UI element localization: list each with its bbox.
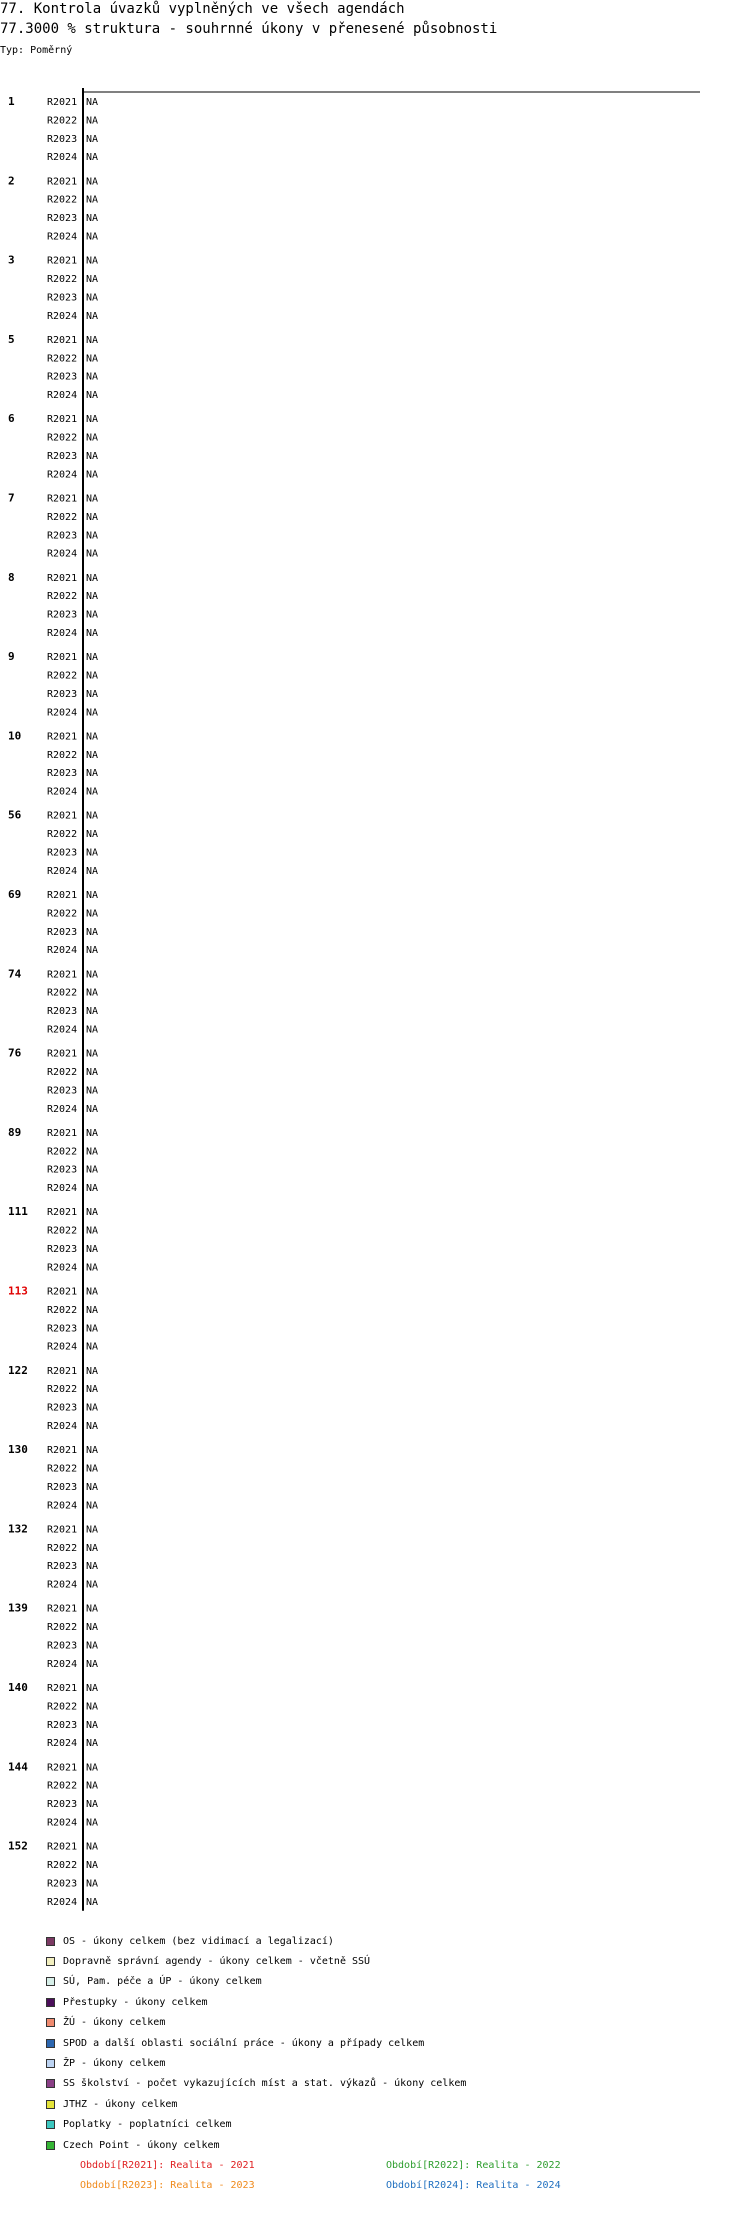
period-tick-label: R2024 xyxy=(47,786,78,798)
period-tick-label: R2022 xyxy=(47,749,78,761)
period-tick-label: R2021 xyxy=(47,1445,78,1457)
legend-label: JTHZ - úkony celkem xyxy=(63,2098,178,2110)
period-tick-label: R2023 xyxy=(47,1244,78,1255)
period-tick-label: R2022 xyxy=(47,353,78,365)
legend-label: Přestupky - úkony celkem xyxy=(63,1996,208,2008)
data-label: NA xyxy=(86,1323,99,1335)
period-tick-label: R2024 xyxy=(47,548,78,560)
group-label: 56 xyxy=(8,808,22,822)
period-tick-label: R2024 xyxy=(47,707,78,719)
data-label: NA xyxy=(86,469,99,481)
period-tick-label: R2023 xyxy=(47,847,78,859)
legend-item xyxy=(46,1975,262,1989)
data-label: NA xyxy=(86,768,99,780)
data-label: NA xyxy=(86,1463,99,1475)
group-label: 89 xyxy=(8,1125,22,1139)
data-label: NA xyxy=(86,1896,99,1908)
data-label: NA xyxy=(86,1445,99,1457)
data-label: NA xyxy=(86,749,99,761)
data-label: NA xyxy=(86,1103,99,1115)
data-label: NA xyxy=(86,432,99,444)
data-label: NA xyxy=(86,829,99,841)
period-tick-label: R2022 xyxy=(47,511,78,523)
data-label: NA xyxy=(86,1640,99,1652)
data-label: NA xyxy=(86,1561,99,1573)
period-tick-label: R2022 xyxy=(47,591,78,603)
data-label: NA xyxy=(86,1127,99,1139)
group-label: 74 xyxy=(8,967,22,981)
period-tick-label: R2022 xyxy=(47,115,78,127)
data-label: NA xyxy=(86,1304,99,1316)
period-tick-label: R2023 xyxy=(47,1878,78,1890)
period-tick-label: R2023 xyxy=(47,1323,78,1335)
data-label: NA xyxy=(86,353,99,365)
data-label: NA xyxy=(86,1085,99,1097)
period-tick-label: R2021 xyxy=(47,1365,78,1377)
group-label: 10 xyxy=(8,729,22,743)
period-tick-label: R2022 xyxy=(47,1860,78,1871)
data-label: NA xyxy=(86,371,99,383)
legend-item xyxy=(46,1995,208,2009)
group-label: 144 xyxy=(8,1760,28,1774)
period-tick-label: R2024 xyxy=(47,628,78,639)
data-label: NA xyxy=(86,274,99,285)
group-label: 132 xyxy=(8,1522,28,1536)
data-label: NA xyxy=(86,1524,99,1536)
data-label: NA xyxy=(86,194,99,206)
data-label: NA xyxy=(86,628,99,639)
legend-label: ŽP - úkony celkem xyxy=(63,2057,166,2069)
data-label: NA xyxy=(86,1244,99,1255)
data-label: NA xyxy=(86,1603,99,1615)
data-label: NA xyxy=(86,987,99,999)
legend-item xyxy=(46,1954,370,1968)
period-tick-label: R2021 xyxy=(47,890,78,901)
period-tick-label: R2022 xyxy=(47,1780,78,1792)
data-label: NA xyxy=(86,609,99,621)
period-tick-label: R2023 xyxy=(47,1006,78,1018)
legend-swatch xyxy=(46,2100,55,2109)
period-tick-label: R2021 xyxy=(47,969,78,981)
period-tick-label: R2022 xyxy=(47,1542,78,1554)
period-tick-label: R2022 xyxy=(47,829,78,841)
data-label: NA xyxy=(86,1622,99,1634)
data-label: NA xyxy=(86,548,99,560)
period-tick-label: R2022 xyxy=(47,908,78,920)
period-tick-label: R2021 xyxy=(47,334,78,346)
data-label: NA xyxy=(86,1799,99,1811)
period-tick-label: R2024 xyxy=(47,1103,78,1115)
data-label: NA xyxy=(86,1738,99,1750)
data-label: NA xyxy=(86,213,99,225)
data-label: NA xyxy=(86,1262,99,1274)
data-label: NA xyxy=(86,133,99,145)
period-tick-label: R2021 xyxy=(47,97,78,108)
period-tick-label: R2024 xyxy=(47,310,78,322)
legend-label: Czech Point - úkony celkem xyxy=(63,2139,220,2151)
legend-label: SPOD a další oblasti sociální práce - úkony a případy celkem xyxy=(63,2037,425,2049)
legend-label: SÚ, Pam. péče a ÚP - úkony celkem xyxy=(63,1976,262,1988)
period-tick-label: R2021 xyxy=(47,255,78,267)
legend-swatch xyxy=(46,2039,55,2048)
period-tick-label: R2023 xyxy=(47,451,78,462)
data-label: NA xyxy=(86,731,99,743)
period-tick-label: R2024 xyxy=(47,1421,78,1432)
period-tick-label: R2021 xyxy=(47,1603,78,1615)
group-label: 139 xyxy=(8,1601,28,1615)
legend-label: Poplatky - poplatníci celkem xyxy=(63,2119,232,2131)
group-label: 5 xyxy=(8,332,15,346)
period-tick-label: R2022 xyxy=(47,1463,78,1475)
period-tick-label: R2022 xyxy=(47,987,78,999)
group-label: 2 xyxy=(8,174,15,188)
period-tick-label: R2023 xyxy=(47,133,78,145)
group-label: 113 xyxy=(8,1284,28,1298)
data-label: NA xyxy=(86,115,99,127)
group-label: 1 xyxy=(8,95,15,108)
data-label: NA xyxy=(86,1542,99,1554)
group-label: 8 xyxy=(8,570,15,584)
period-tick-label: R2022 xyxy=(47,432,78,444)
group-label: 76 xyxy=(8,1046,22,1060)
period-tick-label: R2023 xyxy=(47,213,78,225)
legend-swatch xyxy=(46,1977,55,1986)
period-tick-label: R2024 xyxy=(47,865,78,877)
group-label: 7 xyxy=(8,491,15,505)
legend-swatch xyxy=(46,1998,55,2007)
data-label: NA xyxy=(86,310,99,322)
period-tick-label: R2021 xyxy=(47,1048,78,1060)
period-tick-label: R2024 xyxy=(47,1024,78,1036)
data-label: NA xyxy=(86,334,99,346)
data-label: NA xyxy=(86,908,99,920)
data-label: NA xyxy=(86,1878,99,1890)
period-tick-label: R2024 xyxy=(47,1658,78,1670)
period-tick-label: R2024 xyxy=(47,152,78,164)
group-label: 69 xyxy=(8,888,22,901)
period-tick-label: R2023 xyxy=(47,1164,78,1176)
period-tick-label: R2021 xyxy=(47,176,78,188)
period-tick-label: R2022 xyxy=(47,1701,78,1713)
data-label: NA xyxy=(86,1481,99,1493)
period-tick-label: R2022 xyxy=(47,1622,78,1634)
data-label: NA xyxy=(86,1860,99,1871)
data-label: NA xyxy=(86,152,99,164)
chart-type-label: Typ: Poměrný xyxy=(0,45,73,56)
data-label: NA xyxy=(86,1658,99,1670)
period-legend-item: Období[R2022]: Realita - 2022 xyxy=(386,2160,561,2171)
period-tick-label: R2022 xyxy=(47,1146,78,1158)
legend-label: OS - úkony celkem (bez vidimací a legalizací) xyxy=(63,1935,334,1947)
period-tick-label: R2021 xyxy=(47,1683,78,1694)
data-label: NA xyxy=(86,926,99,938)
legend-label: SS školství - počet vykazujících míst a stat. výkazů - úkony celkem xyxy=(63,2078,467,2090)
period-tick-label: R2022 xyxy=(47,1067,78,1078)
data-label: NA xyxy=(86,1780,99,1792)
period-tick-label: R2023 xyxy=(47,926,78,938)
period-tick-label: R2023 xyxy=(47,1640,78,1652)
data-label: NA xyxy=(86,1384,99,1396)
period-tick-label: R2022 xyxy=(47,1225,78,1237)
period-tick-label: R2024 xyxy=(47,390,78,402)
data-label: NA xyxy=(86,1402,99,1414)
data-label: NA xyxy=(86,530,99,542)
period-legend-item: Období[R2023]: Realita - 2023 xyxy=(80,2180,255,2191)
period-tick-label: R2023 xyxy=(47,768,78,780)
group-label: 122 xyxy=(8,1363,28,1377)
period-tick-label: R2024 xyxy=(47,469,78,481)
data-label: NA xyxy=(86,1365,99,1377)
period-tick-label: R2021 xyxy=(47,414,78,426)
data-label: NA xyxy=(86,945,99,957)
legend-swatch xyxy=(46,2018,55,2027)
period-tick-label: R2023 xyxy=(47,1561,78,1573)
legend-swatch xyxy=(46,2079,55,2088)
period-tick-label: R2021 xyxy=(47,1841,78,1853)
group-label: 9 xyxy=(8,650,15,664)
group-label: 111 xyxy=(8,1205,28,1219)
data-label: NA xyxy=(86,1500,99,1512)
data-label: NA xyxy=(86,1207,99,1219)
data-label: NA xyxy=(86,390,99,402)
data-label: NA xyxy=(86,707,99,719)
legend-item xyxy=(46,2036,424,2050)
data-label: NA xyxy=(86,865,99,877)
period-tick-label: R2021 xyxy=(47,652,78,664)
data-label: NA xyxy=(86,511,99,523)
data-label: NA xyxy=(86,1067,99,1078)
legend-swatch xyxy=(46,2120,55,2129)
period-tick-label: R2021 xyxy=(47,1207,78,1219)
period-tick-label: R2022 xyxy=(47,670,78,682)
legend-swatch xyxy=(46,2141,55,2150)
period-tick-label: R2024 xyxy=(47,1738,78,1750)
period-tick-label: R2021 xyxy=(47,731,78,743)
legend-item xyxy=(46,1934,334,1948)
data-label: NA xyxy=(86,1841,99,1853)
data-label: NA xyxy=(86,1719,99,1731)
data-label: NA xyxy=(86,493,99,505)
data-label: NA xyxy=(86,847,99,859)
data-label: NA xyxy=(86,1683,99,1694)
legend-item xyxy=(46,2077,466,2091)
period-tick-label: R2023 xyxy=(47,371,78,383)
data-label: NA xyxy=(86,1183,99,1195)
data-label: NA xyxy=(86,786,99,798)
data-label: NA xyxy=(86,1146,99,1158)
period-tick-label: R2022 xyxy=(47,274,78,285)
data-label: NA xyxy=(86,1341,99,1353)
data-label: NA xyxy=(86,1024,99,1036)
period-tick-label: R2022 xyxy=(47,1304,78,1316)
data-label: NA xyxy=(86,97,99,108)
data-label: NA xyxy=(86,1048,99,1060)
period-tick-label: R2024 xyxy=(47,1817,78,1829)
data-label: NA xyxy=(86,414,99,426)
legend-item xyxy=(46,2097,177,2111)
chart-title: 77. Kontrola úvazků vyplněných ve všech agendách xyxy=(0,1,405,17)
data-label: NA xyxy=(86,688,99,700)
group-label: 6 xyxy=(8,412,15,426)
data-label: NA xyxy=(86,231,99,243)
data-label: NA xyxy=(86,969,99,981)
period-tick-label: R2021 xyxy=(47,493,78,505)
period-tick-label: R2024 xyxy=(47,1896,78,1908)
period-tick-label: R2023 xyxy=(47,609,78,621)
period-tick-label: R2023 xyxy=(47,530,78,542)
legend-swatch xyxy=(46,2059,55,2068)
period-tick-label: R2023 xyxy=(47,1719,78,1731)
group-label: 130 xyxy=(8,1443,28,1457)
data-label: NA xyxy=(86,255,99,267)
legend-swatch xyxy=(46,1957,55,1966)
data-label: NA xyxy=(86,652,99,664)
period-tick-label: R2022 xyxy=(47,194,78,206)
legend-label: ŽÚ - úkony celkem xyxy=(63,2017,166,2029)
data-label: NA xyxy=(86,1225,99,1237)
period-tick-label: R2023 xyxy=(47,292,78,304)
data-label: NA xyxy=(86,572,99,584)
data-label: NA xyxy=(86,1701,99,1713)
period-tick-label: R2021 xyxy=(47,1286,78,1298)
legend-item xyxy=(46,2138,220,2152)
period-tick-label: R2022 xyxy=(47,1384,78,1396)
data-label: NA xyxy=(86,292,99,304)
period-tick-label: R2023 xyxy=(47,1799,78,1811)
period-tick-label: R2024 xyxy=(47,1500,78,1512)
data-label: NA xyxy=(86,1286,99,1298)
period-tick-label: R2024 xyxy=(47,231,78,243)
period-tick-label: R2024 xyxy=(47,1341,78,1353)
legend-label: Dopravně správní agendy - úkony celkem - včetně SSÚ xyxy=(63,1955,371,1967)
period-tick-label: R2023 xyxy=(47,688,78,700)
period-tick-label: R2023 xyxy=(47,1481,78,1493)
period-tick-label: R2024 xyxy=(47,1579,78,1591)
data-label: NA xyxy=(86,890,99,901)
group-label: 140 xyxy=(8,1681,28,1694)
data-label: NA xyxy=(86,1164,99,1176)
data-label: NA xyxy=(86,1762,99,1774)
group-label: 152 xyxy=(8,1839,28,1853)
data-label: NA xyxy=(86,1817,99,1829)
period-tick-label: R2024 xyxy=(47,945,78,957)
legend-item xyxy=(46,2016,165,2030)
group-label: 3 xyxy=(8,253,15,267)
data-label: NA xyxy=(86,1006,99,1018)
period-tick-label: R2024 xyxy=(47,1183,78,1195)
period-tick-label: R2021 xyxy=(47,1524,78,1536)
legend-item xyxy=(46,2118,232,2132)
data-label: NA xyxy=(86,670,99,682)
data-label: NA xyxy=(86,176,99,188)
period-legend-item: Období[R2024]: Realita - 2024 xyxy=(386,2180,561,2191)
legend-item xyxy=(46,2056,165,2070)
data-label: NA xyxy=(86,1579,99,1591)
period-legend-item: Období[R2021]: Realita - 2021 xyxy=(80,2160,255,2171)
data-label: NA xyxy=(86,451,99,462)
period-tick-label: R2021 xyxy=(47,1762,78,1774)
data-label: NA xyxy=(86,810,99,822)
legend-swatch xyxy=(46,1937,55,1946)
data-label: NA xyxy=(86,1421,99,1432)
period-tick-label: R2023 xyxy=(47,1085,78,1097)
period-tick-label: R2021 xyxy=(47,1127,78,1139)
period-tick-label: R2021 xyxy=(47,810,78,822)
period-tick-label: R2023 xyxy=(47,1402,78,1414)
period-tick-label: R2021 xyxy=(47,572,78,584)
data-label: NA xyxy=(86,591,99,603)
chart-subtitle: 77.3000 % struktura - souhrnné úkony v přenesené působnosti xyxy=(0,21,498,37)
period-tick-label: R2024 xyxy=(47,1262,78,1274)
